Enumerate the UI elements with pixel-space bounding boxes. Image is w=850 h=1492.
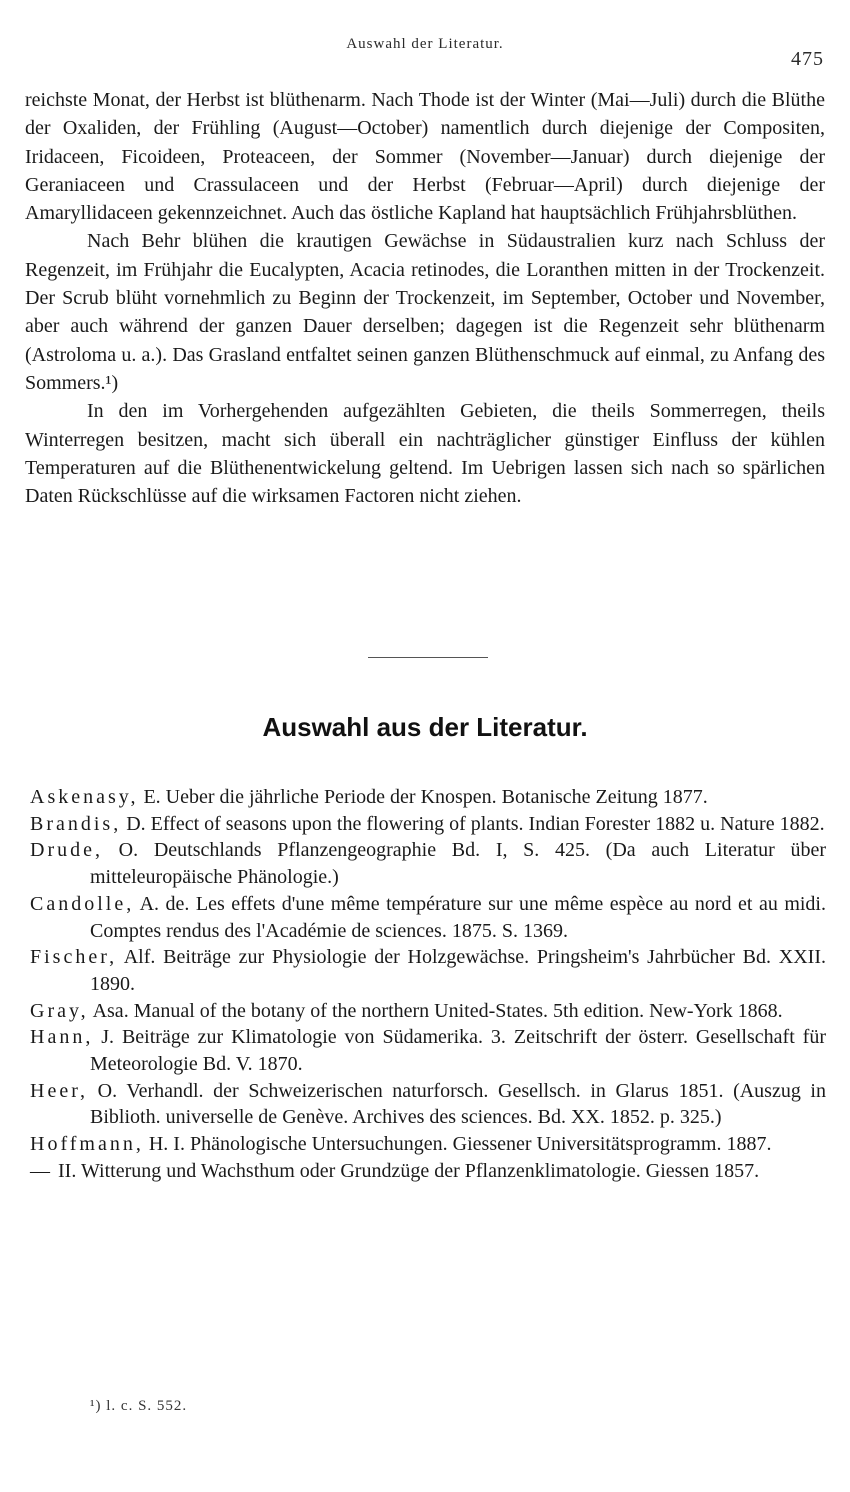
reference-list: [30, 784, 826, 1185]
footnote: ¹) l. c. S. 552.: [90, 1398, 188, 1414]
reference-details: J. Beiträge zur Klimatologie von Südamerika. 3. Zeitschrift der österr. Gesellschaft für Meteorologie Bd. V. 1870.: [90, 1026, 826, 1076]
reference-details: O. Verhandl. der Schweizerischen naturforsch. Gesellsch. in Glarus 1851. (Auszug in Biblioth. universelle de Genève. Archives des sciences. Bd. XX. 1852. p. 325.): [88, 1079, 826, 1129]
reference-author: Fischer,: [30, 946, 118, 969]
reference-author: Candolle,: [30, 892, 135, 915]
page-number: 475: [791, 48, 824, 70]
reference-author: —: [30, 1159, 53, 1182]
section-divider: [368, 657, 488, 658]
reference-entry: [30, 1024, 826, 1077]
reference-entry: [30, 998, 826, 1025]
reference-entry: [30, 1158, 826, 1185]
reference-details: Alf. Beiträge zur Physiologie der Holzgewächse. Pringsheim's Jahrbücher Bd. XXII. 1890.: [90, 946, 826, 995]
reference-details: D. Effect of seasons upon the flowering of plants. Indian Forester 1882 u. Nature 1882.: [121, 812, 825, 835]
reference-author: Hann,: [30, 1026, 94, 1049]
reference-author: Askenasy,: [30, 786, 139, 808]
body-text: [25, 86, 825, 510]
running-header: Auswahl der Literatur.: [346, 36, 504, 52]
reference-entry: [30, 784, 826, 811]
reference-details: H. I. Phänologische Untersuchungen. Giessener Universitätsprogramm. 1887.: [143, 1133, 772, 1156]
reference-entry: [30, 1078, 826, 1131]
section-title: Auswahl aus der Literatur.: [262, 712, 588, 742]
body-paragraph: Nach Behr blühen die krautigen Gewächse in Südaustralien kurz nach Schluss der Regenzeit, im Frühjahr die Eucalypten, Acacia retinodes, die Loranthen mitten in der Trockenzeit. Der Scrub blüht vornehmlich zu Beginn der Trockenzeit, im September, October und November, aber auch während der ganzen Dauer derselben; dagegen ist die Regenzeit sehr blüthenarm (Astroloma u. a.). Das Grasland entfaltet seinen ganzen Blüthenschmuck auf einmal, zu Anfang des Sommers.¹): [25, 230, 825, 394]
reference-details: II. Witterung und Wachsthum oder Grundzüge der Pflanzenklimatologie. Giessen 1857.: [53, 1159, 760, 1182]
reference-entry: [30, 1131, 826, 1158]
reference-author: Heer,: [30, 1079, 89, 1102]
reference-entry: [30, 944, 826, 997]
reference-entry: [30, 837, 826, 890]
reference-author: Hoffmann,: [30, 1133, 144, 1156]
reference-details: E. Ueber die jährliche Periode der Knospen. Botanische Zeitung 1877.: [138, 786, 708, 808]
reference-details: O. Deutschlands Pflanzengeographie Bd. I, S. 425. (Da auch Literatur über mitteleuropäische Phänologie.): [90, 839, 826, 889]
reference-author: Brandis,: [30, 812, 122, 835]
body-paragraph: In den im Vorhergehenden aufgezählten Gebieten, die theils Sommerregen, theils Winterregen besitzen, macht sich überall ein nachträglicher günstiger Einfluss der kühlen Temperaturen auf die Blüthenentwickelung geltend. Im Uebrigen lassen sich nach so spärlichen Daten Rückschlüsse auf die wirksamen Factoren nicht ziehen.: [25, 400, 825, 508]
reference-details: Asa. Manual of the botany of the northern United-States. 5th edition. New-York 1868.: [88, 999, 783, 1022]
reference-author: Drude,: [30, 839, 103, 862]
reference-details: A. de. Les effets d'une même température sur une même espèce au nord et au midi. Comptes rendus des l'Académie de sciences. 1875. S. 1369.: [90, 892, 826, 942]
reference-entry: [30, 891, 826, 944]
body-paragraph: reichste Monat, der Herbst ist blüthenarm. Nach Thode ist der Winter (Mai—Juli) durch die Blüthe der Oxaliden, der Frühling (August—October) namentlich durch diejenige der Compositen, Iridaceen, Ficoideen, Proteaceen, der Sommer (November—Januar) durch diejenige der Geraniaceen und Crassulaceen und der Herbst (Februar—April) durch diejenige der Amaryllidaceen gekennzeichnet. Auch das östliche Kapland hat hauptsächlich Frühjahrsblüthen.: [25, 89, 825, 225]
reference-entry: [30, 811, 826, 838]
reference-author: Gray,: [30, 999, 89, 1022]
